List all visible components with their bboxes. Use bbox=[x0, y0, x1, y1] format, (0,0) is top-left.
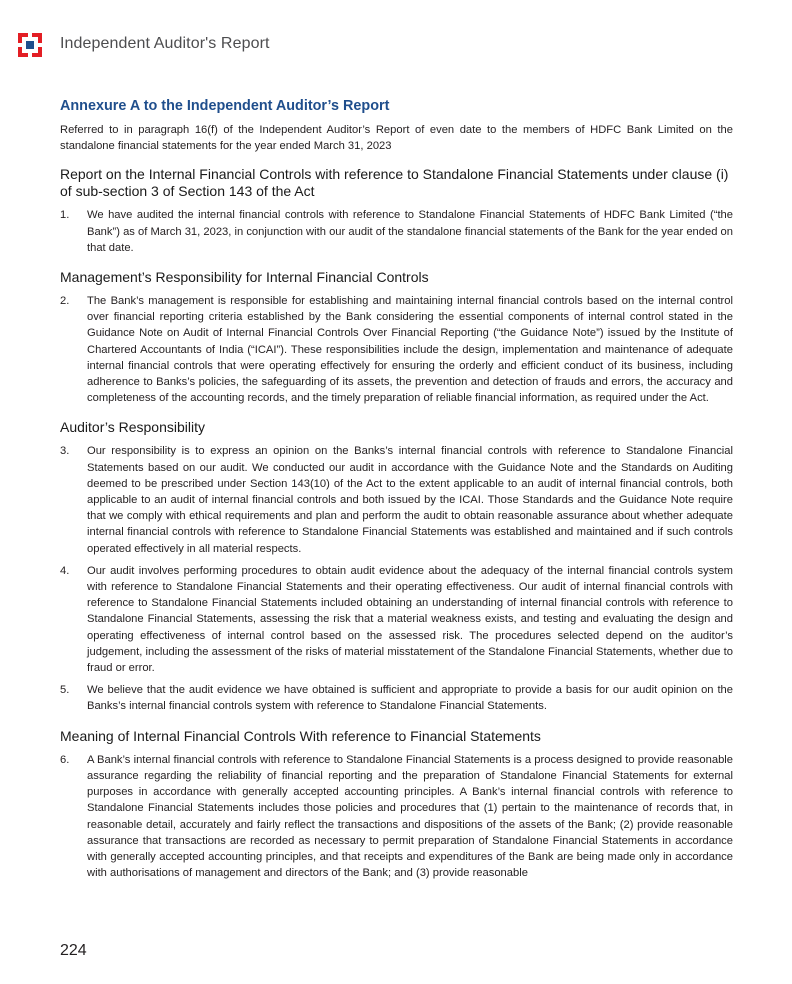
paragraph-text: We believe that the audit evidence we have obtained is sufficient and appropriate to provide a basis for our audit opinion on the Banks’s internal financial controls system with reference to Standalone Financial Statements. bbox=[87, 684, 733, 713]
paragraph-text: Our audit involves performing procedures to obtain audit evidence about the adequacy of the internal financial controls system with reference to Standalone Financial Statements and their operating effectiveness. Our audit of internal financial controls with reference to Standalone Financial Statements included obtaining an understanding of internal financial controls with reference to Standalone Financial Statements, assessing the risk that a material weakness exists, and testing and evaluating the design and operating effectiveness of internal control based on the assessed risk. The procedures selected depend on the auditor’s judgement, including the assessment of the risks of material misstatement of the Standalone Financial Statements, whether due to fraud or error. bbox=[87, 564, 733, 675]
section-heading-auditor: Auditor’s Responsibility bbox=[60, 419, 205, 436]
section-heading-meaning: Meaning of Internal Financial Controls With reference to Financial Statements bbox=[60, 727, 541, 744]
paragraph-number: 5. bbox=[60, 684, 70, 697]
section-heading-report: Report on the Internal Financial Controls with reference to Standalone Financial Statements under clause (i) of sub-section 3 of Section 143 of the Act bbox=[60, 166, 729, 200]
paragraph-number: 2. bbox=[60, 295, 70, 308]
paragraph-number: 4. bbox=[60, 564, 70, 577]
report-content bbox=[60, 98, 733, 887]
annexure-intro: Referred to in paragraph 16(f) of the Independent Auditor’s Report of even date to the members of HDFC Bank Limited on the standalone financial statements for the year ended March 31, 2023 bbox=[60, 124, 733, 153]
paragraph-item bbox=[60, 293, 733, 406]
page-number: 224 bbox=[60, 942, 87, 959]
paragraph-item bbox=[60, 752, 733, 882]
section-heading-management: Management’s Responsibility for Internal Financial Controls bbox=[60, 269, 429, 286]
paragraph-text: A Bank’s internal financial controls with reference to Standalone Financial Statements is a process designed to provide reasonable assurance regarding the reliability of financial reporting and the preparation of Standalone Financial Statements for external purposes in accordance with generally accepted accounting principles. A Bank’s internal financial controls with reference to Standalone Financial Statements includes those policies and procedures that (1) pertain to the maintenance of records that, in reasonable detail, accurately and fairly reflect the transactions and dispositions of the assets of the Bank; (2) provide reasonable assurance that transactions are recorded as necessary to permit preparation of Standalone Financial Statements in accordance with generally accepted accounting principles, and that receipts and expenditures of the Bank are being made only in accordance with authorisations of management and directors of the Bank; and (3) provide reasonable bbox=[87, 753, 733, 880]
paragraph-item bbox=[60, 682, 733, 714]
paragraph-number: 1. bbox=[60, 209, 70, 222]
paragraph-text: Our responsibility is to express an opinion on the Banks’s internal financial controls with reference to Standalone Financial Statements based on our audit. We conducted our audit in accordance with the Guidance Note and the Standards on Auditing deemed to be prescribed under Section 143(10) of the Act to the extent applicable to an audit of internal financial controls, both applicable to an audit of internal financial controls and both issued by the ICAI. Those Standards and the Guidance Note require that we comply with ethical requirements and plan and perform the audit to obtain reasonable assurance about whether adequate internal financial controls with reference to Standalone Financial Statements was established and maintained and if such controls operated effectively in all material respects. bbox=[87, 445, 733, 555]
paragraph-text: We have audited the internal financial controls with reference to Standalone Financial Statements of HDFC Bank Limited (“the Bank”) as of March 31, 2023, in conjunction with our audit of the standalone financial statements of the Bank for the year ended on that date. bbox=[87, 209, 733, 254]
paragraph-item bbox=[60, 443, 733, 556]
report-header-title: Independent Auditor's Report bbox=[60, 35, 270, 52]
paragraph-item bbox=[60, 207, 733, 256]
paragraph-item bbox=[60, 563, 733, 676]
paragraph-number: 3. bbox=[60, 445, 70, 458]
hdfc-bank-logo-icon bbox=[18, 33, 42, 57]
annexure-title: Annexure A to the Independent Auditor’s Report bbox=[60, 98, 390, 114]
paragraph-number: 6. bbox=[60, 753, 70, 766]
paragraph-text: The Bank’s management is responsible for establishing and maintaining internal financial controls based on the internal control over financial reporting criteria established by the Bank considering the essential components of internal control stated in the Guidance Note on Audit of Internal Financial Controls Over Financial Reporting (“the Guidance Note”) issued by the Institute of Chartered Accountants of India (“ICAI”). These responsibilities include the design, implementation and maintenance of adequate internal financial controls that were operating effectively for ensuring the orderly and efficient conduct of its business, including adherence to Banks’s policies, the safeguarding of its assets, the prevention and detection of frauds and errors, the accuracy and completeness of the accounting records, and the timely preparation of reliable financial information, as required under the Act. bbox=[87, 295, 733, 405]
